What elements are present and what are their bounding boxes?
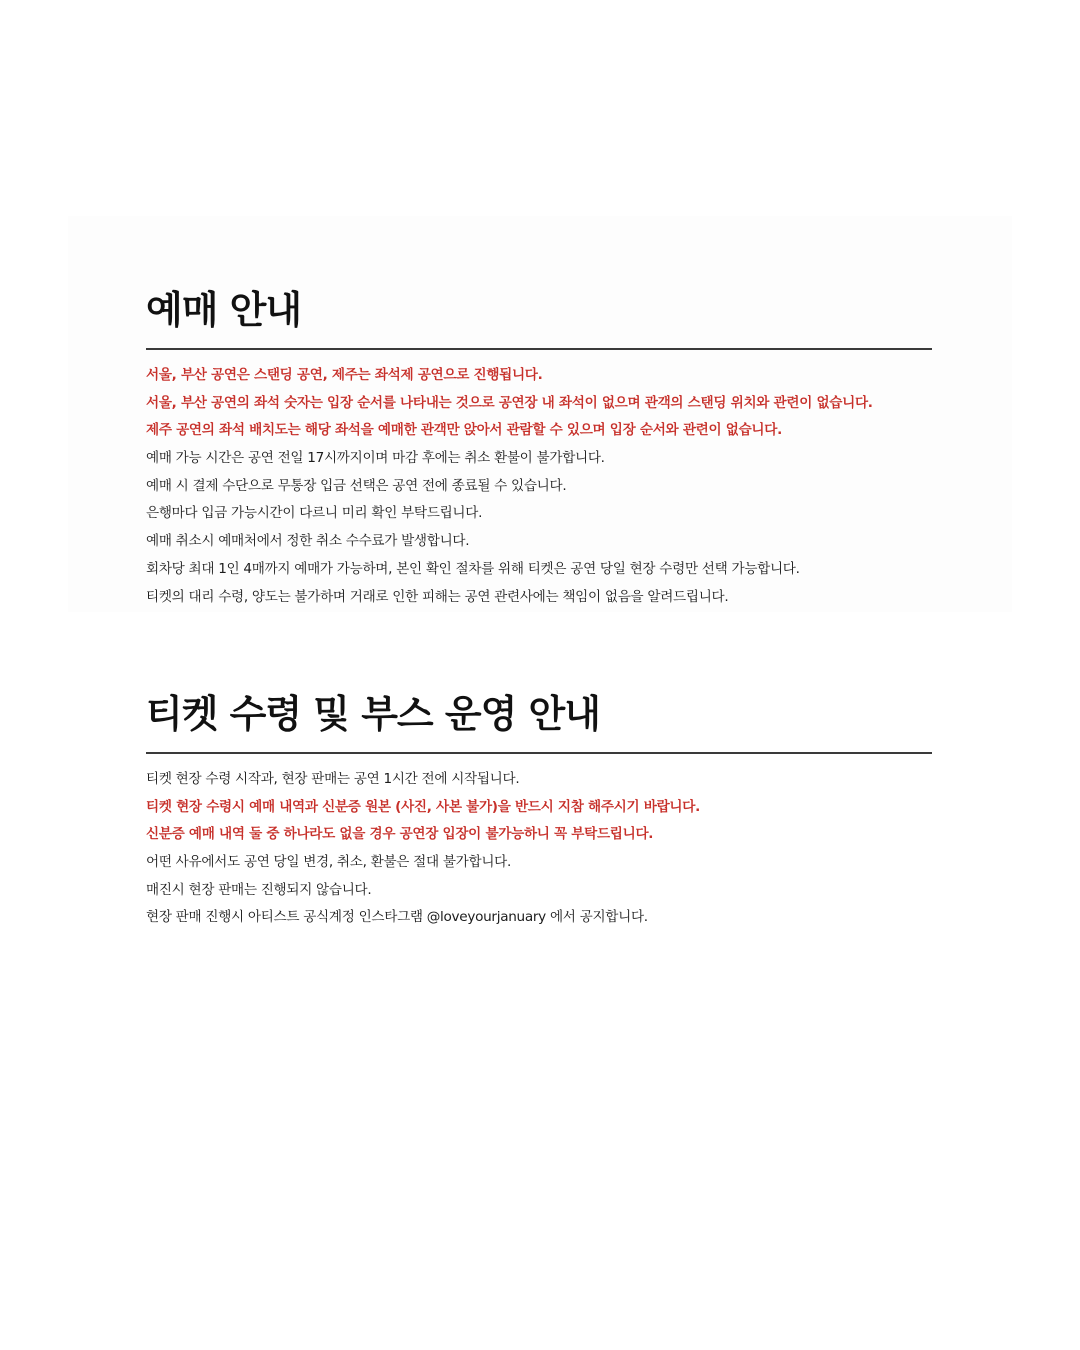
notice-line: 티켓 현장 수령 시작과, 현장 판매는 공연 1시간 전에 시작됩니다. [146, 771, 520, 787]
notice-line: 티켓의 대리 수령, 양도는 불가하며 거래로 인한 피해는 공연 관련사에는 책임이 없음을 알려드립니다. [146, 588, 729, 605]
notice-line: 예매 가능 시간은 공연 전일 17시까지이며 마감 후에는 취소 환불이 불가합니다. [146, 450, 605, 467]
notice-line: 예매 취소시 예매처에서 정한 취소 수수료가 발생합니다. [146, 533, 470, 550]
notice-line: 서울, 부산 공연은 스탠딩 공연, 제주는 좌석제 공연으로 진행됩니다. [146, 367, 543, 383]
notice-line: 은행마다 입금 가능시간이 다르니 미리 확인 부탁드립니다. [146, 505, 483, 522]
notice-line: 예매 시 결제 수단으로 무통장 입금 선택은 공연 전에 종료될 수 있습니다. [146, 477, 567, 494]
notice-line: 서울, 부산 공연의 좌석 숫자는 입장 순서를 나타내는 것으로 공연장 내 좌석이 없으며 관객의 스탠딩 위치와 관련이 없습니다. [146, 394, 873, 411]
notice-line: 회차당 최대 1인 4매까지 예매가 가능하며, 본인 확인 절차를 위해 티켓은 공연 당일 현장 수령만 선택 가능합니다. [146, 560, 800, 577]
notice-line: 신분증 예매 내역 둘 중 하나라도 없을 경우 공연장 입장이 불가능하니 꼭 부탁드립니다. [146, 826, 654, 843]
notice-line: 티켓 현장 수령시 예매 내역과 신분증 원본 (사진, 사본 불가)을 반드시 지참 해주시기 바랍니다. [146, 798, 700, 815]
booking-info-list [146, 362, 932, 611]
notice-line: 매진시 현장 판매는 진행되지 않습니다. [146, 881, 372, 898]
ticket-pickup-list [146, 766, 932, 932]
booking-info-heading: 예매 안내 [146, 288, 302, 332]
ticket-pickup-booth-section [146, 684, 932, 932]
notice-line: 어떤 사유에서도 공연 당일 변경, 취소, 환불은 절대 불가합니다. [146, 854, 512, 871]
section-divider [146, 752, 932, 754]
notice-line: 현장 판매 진행시 아티스트 공식계정 인스타그램 @loveyourjanuary 에서 공지합니다. [146, 909, 648, 926]
booking-info-section [146, 280, 932, 611]
section-divider [146, 348, 932, 350]
notice-line: 제주 공연의 좌석 배치도는 해당 좌석을 예매한 관객만 앉아서 관람할 수 있으며 입장 순서와 관련이 없습니다. [146, 422, 782, 439]
ticket-pickup-booth-heading: 티켓 수령 및 부스 운영 안내 [146, 692, 600, 736]
